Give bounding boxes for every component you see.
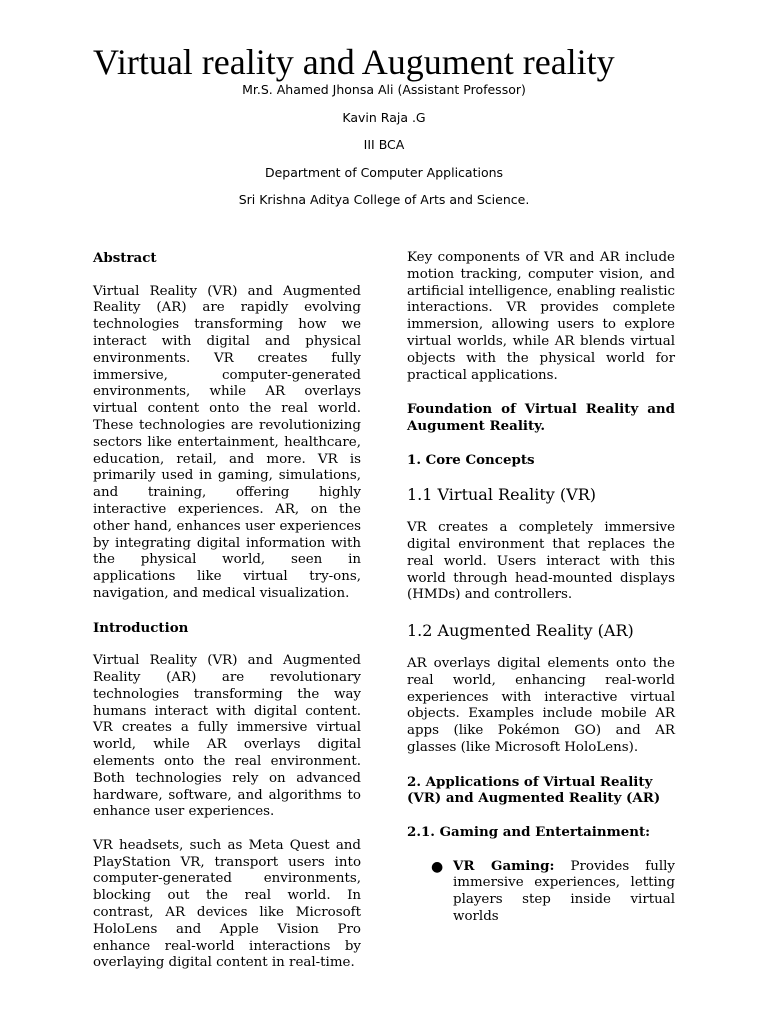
author-class: III BCA — [363, 137, 405, 152]
introduction-paragraph-2: VR headsets, such as Meta Quest and PlayStation VR, transport users into computer-generated environments, blocking out the real world. In contrast, AR devices like Microsoft HoloLens and Apple Vision Pro enhance real-world interactions by overlaying digital content in real-time. — [93, 837, 361, 971]
bullet-list-item — [407, 858, 675, 926]
foundation-heading: Foundation of Virtual Reality and Augument Reality. — [407, 401, 675, 434]
abstract-heading: Abstract — [93, 250, 157, 266]
author-college: Sri Krishna Aditya College of Arts and Science. — [238, 192, 530, 207]
core-concepts-heading: 1. Core Concepts — [407, 451, 535, 468]
introduction-paragraph-1: Virtual Reality (VR) and Augmented Reality (AR) are revolutionary technologies transforming the way humans interact with digital content. VR creates a fully immersive virtual world, while AR overlays digital elements onto the real environment. Both technologies rely on advanced hardware, software, and algorithms to enhance user experiences. — [93, 653, 361, 820]
gaming-heading: 2.1. Gaming and Entertainment: — [407, 823, 651, 840]
author-student: Kavin Raja .G — [342, 109, 426, 125]
vr-paragraph: VR creates a completely immersive digital environment that replaces the real world. Users interact with this world through head-mounted displays (HMDs) and controllers. — [407, 520, 675, 603]
ar-paragraph: AR overlays digital elements onto the real world, enhancing real-world experiences with interactive virtual objects. Examples include mobile AR apps (like Pokémon GO) and AR glasses (like Microsoft HoloLens). — [407, 655, 675, 755]
author-block — [0, 82, 768, 220]
right-column — [407, 250, 675, 926]
left-column — [93, 250, 361, 972]
introduction-heading: Introduction — [93, 619, 189, 636]
abstract-text: Virtual Reality (VR) and Augmented Reality (AR) are rapidly evolving technologies transforming how we interact with digital and physical environments. VR creates fully immersive, computer-generated environments, while AR overlays virtual content onto the real world. These technologies are revolutionizing sectors like entertainment, healthcare, education, retail, and more. VR is primarily used in gaming, simulations, and training, offering highly interactive experiences. AR, on the other hand, enhances user experiences by integrating digital information with the physical world, seen in applications like virtual try-ons, navigation, and medical visualization. — [93, 283, 361, 601]
ar-subheading: 1.2 Augmented Reality (AR) — [407, 620, 634, 640]
author-professor: Mr.S. Ahamed Jhonsa Ali (Assistant Professor) — [242, 82, 526, 97]
paper-title: Virtual reality and Augument reality — [93, 42, 615, 82]
key-components-paragraph: Key components of VR and AR include motion tracking, computer vision, and artificial intelligence, enabling realistic interactions. VR provides complete immersion, allowing users to explore virtual worlds, while AR blends virtual objects with the physical world for practical applications. — [407, 250, 675, 383]
vr-subheading: 1.1 Virtual Reality (VR) — [407, 485, 596, 505]
bullet-icon: ● — [431, 858, 444, 875]
bullet-label: VR Gaming: — [453, 857, 555, 874]
applications-heading: 2. Applications of Virtual Reality (VR) and Augmented Reality (AR) — [407, 773, 661, 807]
author-department: Department of Computer Applications — [264, 164, 504, 180]
bullet-text: Provides fully immersive experiences, letting players step inside virtual worlds — [453, 858, 675, 924]
